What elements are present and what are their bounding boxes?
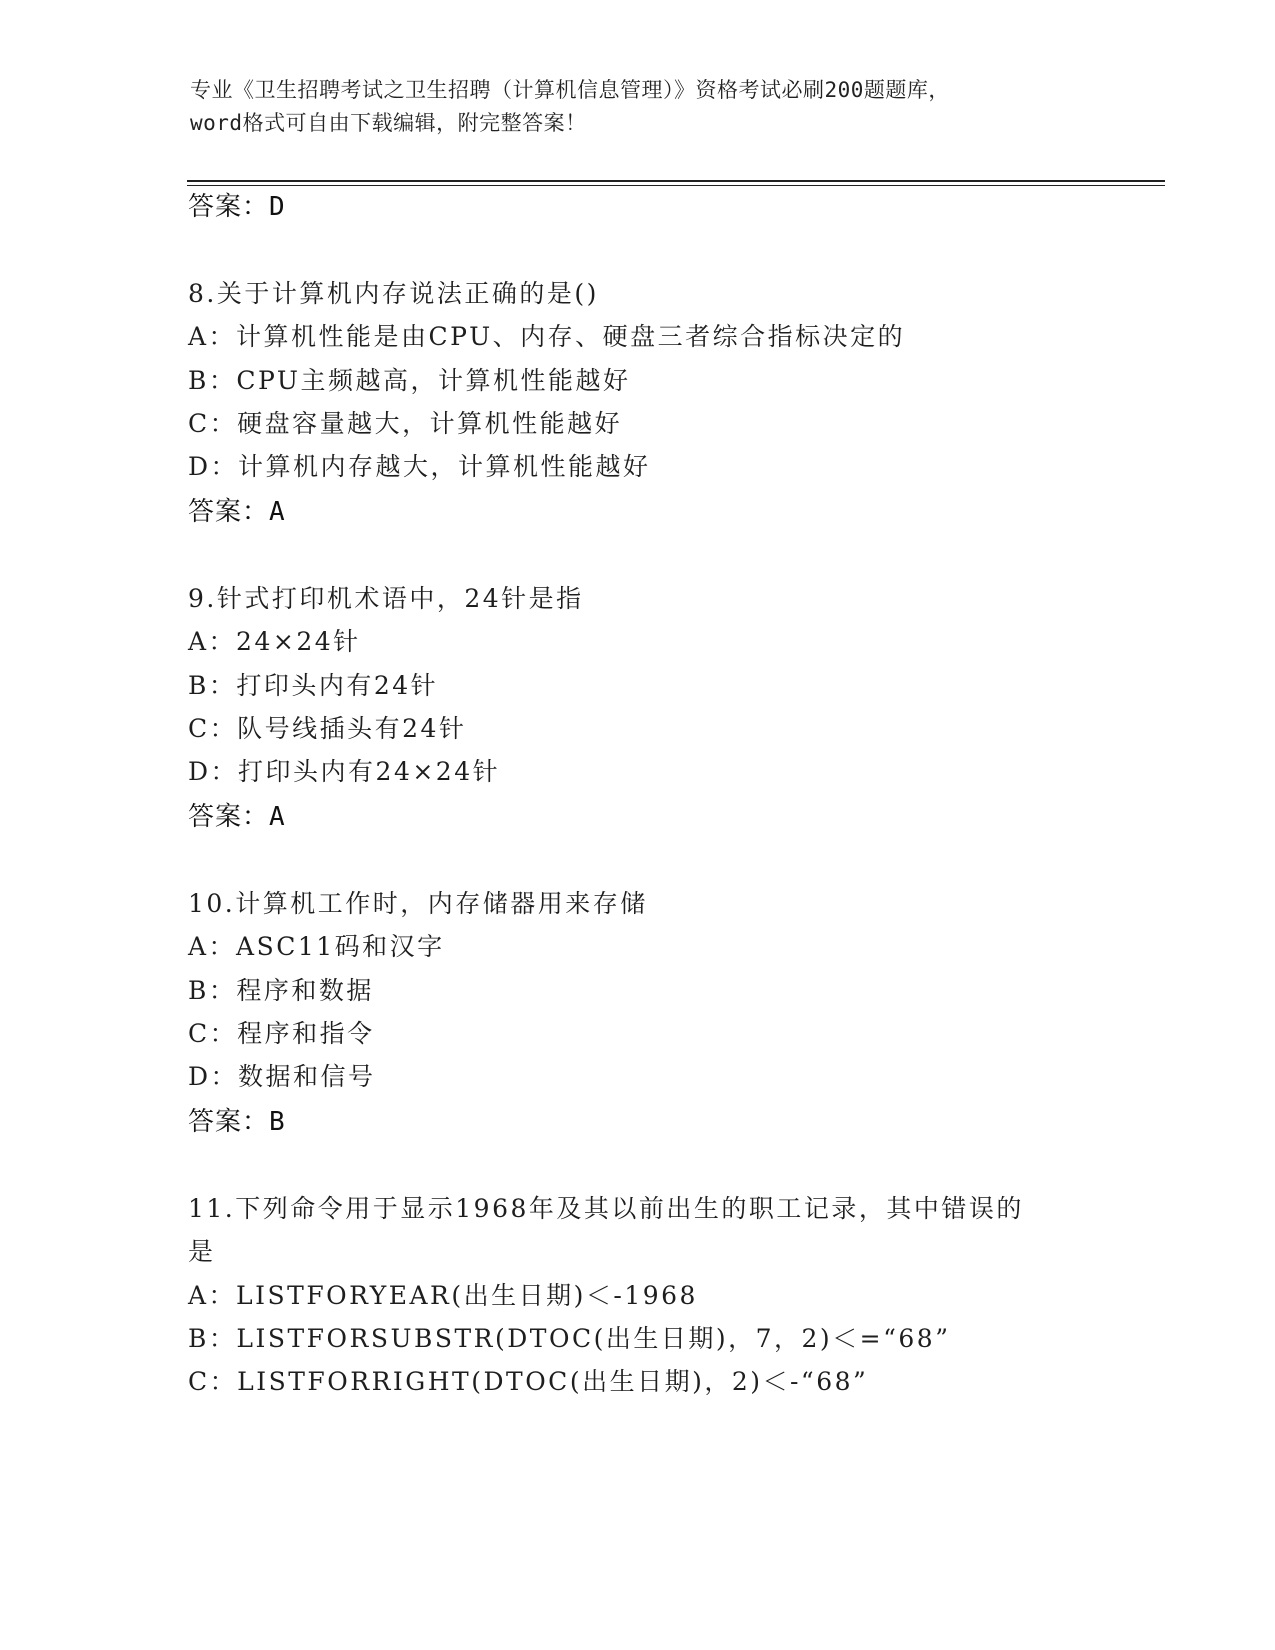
question-11-option-c: C：LISTFORRIGHT(DTOC(出生日期)，2)＜-“68”: [188, 1367, 869, 1396]
header-rule-thin: [187, 185, 1165, 186]
answer-line-q9: 答案：A: [188, 802, 286, 832]
question-stem-11-continued: 是: [188, 1237, 216, 1266]
question-10-option-b: B：程序和数据: [188, 976, 374, 1005]
question-11-option-a: A：LISTFORYEAR(出生日期)＜-1968: [188, 1281, 698, 1310]
question-11-option-b: B：LISTFORSUBSTR(DTOC(出生日期)，7，2)＜=“68”: [188, 1324, 951, 1353]
header-title-line-1: 专业《卫生招聘考试之卫生招聘（计算机信息管理）》资格考试必刷200题题库，: [190, 78, 950, 102]
question-10-option-d: D：数据和信号: [188, 1062, 376, 1091]
question-stem-10: 10.计算机工作时，内存储器用来存储: [188, 889, 648, 918]
answer-line-q10: 答案：B: [188, 1107, 286, 1137]
question-9-option-b: B：打印头内有24针: [188, 671, 439, 700]
header-title-line-2: word格式可自由下载编辑，附完整答案！: [190, 111, 587, 135]
header-rule-thick: [187, 180, 1165, 182]
question-8-option-d: D：计算机内存越大，计算机性能越好: [188, 452, 651, 481]
answer-line-q8: 答案：A: [188, 497, 286, 527]
question-stem-11: 11.下列命令用于显示1968年及其以前出生的职工记录，其中错误的: [188, 1194, 1024, 1223]
question-8-option-c: C：硬盘容量越大，计算机性能越好: [188, 409, 623, 438]
question-9-option-a: A：24×24针: [188, 627, 361, 656]
document-header: [190, 74, 1090, 140]
question-stem-8: 8.关于计算机内存说法正确的是(): [188, 279, 599, 308]
question-stem-9: 9.针式打印机术语中，24针是指: [188, 584, 584, 613]
answer-line-q7: 答案：D: [188, 192, 286, 222]
question-10-option-a: A：ASC11码和汉字: [188, 932, 445, 961]
question-9-option-d: D：打印头内有24×24针: [188, 757, 501, 786]
question-10-option-c: C：程序和指令: [188, 1019, 375, 1048]
question-9-option-c: C：队号线插头有24针: [188, 714, 467, 743]
question-8-option-a: A：计算机性能是由CPU、内存、硬盘三者综合指标决定的: [188, 322, 906, 351]
question-8-option-b: B：CPU主频越高，计算机性能越好: [188, 366, 631, 395]
